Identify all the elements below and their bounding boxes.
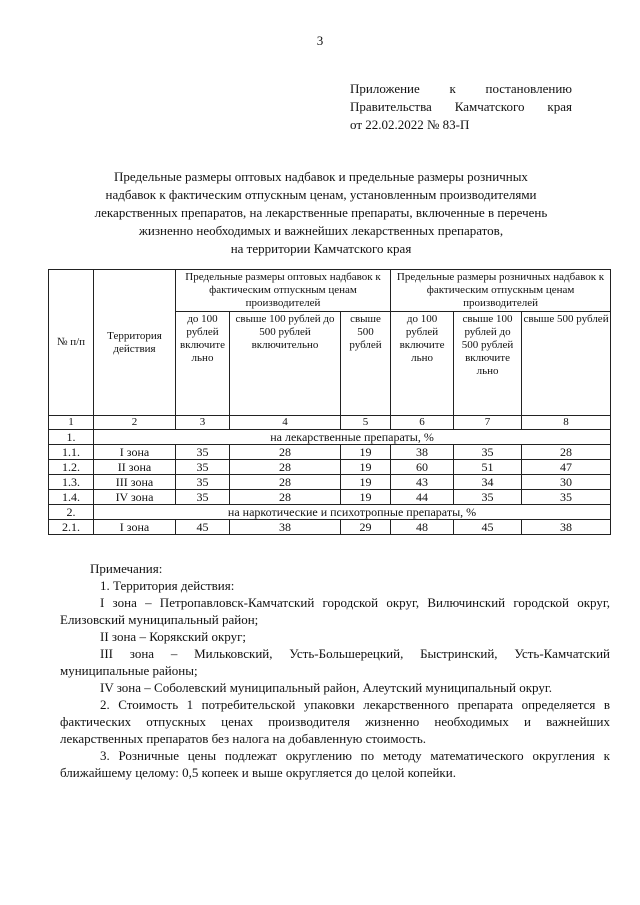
header-retail-group: Предельные размеры розничных надбавок к фактическим отпускным ценам производителей	[391, 270, 611, 312]
row-value: 29	[341, 520, 391, 535]
row-value: 19	[341, 460, 391, 475]
column-number: 8	[522, 416, 611, 430]
markup-table	[48, 269, 611, 535]
row-zone: II зона	[94, 460, 176, 475]
notes-item-3: 3. Розничные цены подлежат округлению по методу математического округления к ближайшему целому: 0,5 копеек и выше округляется до целой копейки.	[60, 748, 610, 780]
row-zone: I зона	[94, 520, 176, 535]
appendix-word: края	[547, 99, 572, 114]
notes-item-1-heading: 1. Территория действия:	[100, 578, 235, 593]
row-value: 35	[454, 445, 522, 460]
row-value: 28	[230, 490, 341, 505]
row-value: 35	[176, 445, 230, 460]
table-row	[49, 445, 611, 460]
document-title	[60, 168, 582, 258]
row-value: 45	[176, 520, 230, 535]
row-value: 51	[454, 460, 522, 475]
row-value: 35	[176, 460, 230, 475]
column-number: 7	[454, 416, 522, 430]
section-row	[49, 430, 611, 445]
header-wholesale-col: свыше 100 рублей до 500 рублей включительно	[230, 312, 341, 416]
notes-zone-1: I зона – Петропавловск-Камчатский городской округ, Вилючинский городской округ, Елизовский муниципальный район;	[60, 595, 610, 627]
row-value: 47	[522, 460, 611, 475]
row-value: 34	[454, 475, 522, 490]
section-num: 1.	[49, 430, 94, 445]
title-line: на территории Камчатского края	[230, 241, 412, 256]
header-retail-col: свыше 500 рублей	[522, 312, 611, 416]
table-row	[49, 490, 611, 505]
row-value: 38	[391, 445, 454, 460]
column-number: 3	[176, 416, 230, 430]
row-value: 35	[522, 490, 611, 505]
row-value: 30	[522, 475, 611, 490]
table-row	[49, 460, 611, 475]
row-zone: I зона	[94, 445, 176, 460]
header-wholesale-col: свыше 500 рублей	[341, 312, 391, 416]
row-value: 28	[522, 445, 611, 460]
notes-zone-4: IV зона – Соболевский муниципальный район, Алеутский муниципальный округ.	[100, 680, 552, 695]
section-title: на наркотические и психотропные препараты, %	[94, 505, 611, 520]
row-num: 1.1.	[49, 445, 94, 460]
title-line: надбавок к фактическим отпускным ценам, установленным производителями	[105, 187, 537, 202]
header-wholesale-group: Предельные размеры оптовых надбавок к фактическим отпускным ценам производителей	[176, 270, 391, 312]
row-value: 43	[391, 475, 454, 490]
row-num: 1.4.	[49, 490, 94, 505]
notes-zone-2: II зона – Корякский округ;	[100, 629, 247, 644]
row-value: 35	[176, 475, 230, 490]
column-number-row	[49, 416, 611, 430]
column-number: 6	[391, 416, 454, 430]
appendix-header	[350, 80, 572, 134]
appendix-word: к	[449, 81, 456, 96]
header-num: № п/п	[49, 270, 94, 416]
notes-item-2: 2. Стоимость 1 потребительской упаковки лекарственного препарата определяется в фактических отпускных ценах производителя жизненно необходимых и важнейших лекарственных препаратов без налога на добавленную стоимость.	[60, 697, 610, 746]
header-territory: Территория действия	[94, 270, 176, 416]
column-number: 5	[341, 416, 391, 430]
notes	[60, 560, 610, 781]
column-number: 4	[230, 416, 341, 430]
row-value: 28	[230, 475, 341, 490]
row-num: 1.3.	[49, 475, 94, 490]
notes-zone-3: III зона – Мильковский, Усть-Большерецкий, Быстринский, Усть-Камчатский муниципальные районы;	[60, 646, 610, 678]
row-num: 1.2.	[49, 460, 94, 475]
row-value: 45	[454, 520, 522, 535]
row-zone: III зона	[94, 475, 176, 490]
section-num: 2.	[49, 505, 94, 520]
header-retail-col: свыше 100 рублей до 500 рублей включите льно	[454, 312, 522, 416]
appendix-word: постановлению	[485, 81, 572, 96]
row-value: 19	[341, 475, 391, 490]
notes-heading: Примечания:	[90, 561, 163, 576]
appendix-word: Камчатского	[454, 99, 525, 114]
section-row	[49, 505, 611, 520]
row-value: 38	[522, 520, 611, 535]
header-wholesale-col: до 100 рублей включите льно	[176, 312, 230, 416]
appendix-date: от 22.02.2022 № 83-П	[350, 117, 470, 132]
section-title: на лекарственные препараты, %	[94, 430, 611, 445]
title-line: Предельные размеры оптовых надбавок и предельные размеры розничных	[114, 169, 528, 184]
row-value: 28	[230, 460, 341, 475]
appendix-word: Приложение	[350, 81, 420, 96]
appendix-word: Правительства	[350, 99, 432, 114]
row-num: 2.1.	[49, 520, 94, 535]
row-value: 38	[230, 520, 341, 535]
header-retail-col: до 100 рублей включите льно	[391, 312, 454, 416]
row-value: 60	[391, 460, 454, 475]
page-number: 3	[316, 33, 324, 48]
row-value: 19	[341, 445, 391, 460]
title-line: жизненно необходимых и важнейших лекарственных препаратов,	[138, 223, 504, 238]
row-value: 48	[391, 520, 454, 535]
column-number: 1	[49, 416, 94, 430]
title-line: лекарственных препаратов, на лекарственные препараты, включенные в перечень	[94, 205, 548, 220]
row-value: 19	[341, 490, 391, 505]
column-number: 2	[94, 416, 176, 430]
table-row	[49, 520, 611, 535]
row-value: 35	[454, 490, 522, 505]
row-value: 35	[176, 490, 230, 505]
row-value: 44	[391, 490, 454, 505]
row-zone: IV зона	[94, 490, 176, 505]
table-row	[49, 475, 611, 490]
row-value: 28	[230, 445, 341, 460]
